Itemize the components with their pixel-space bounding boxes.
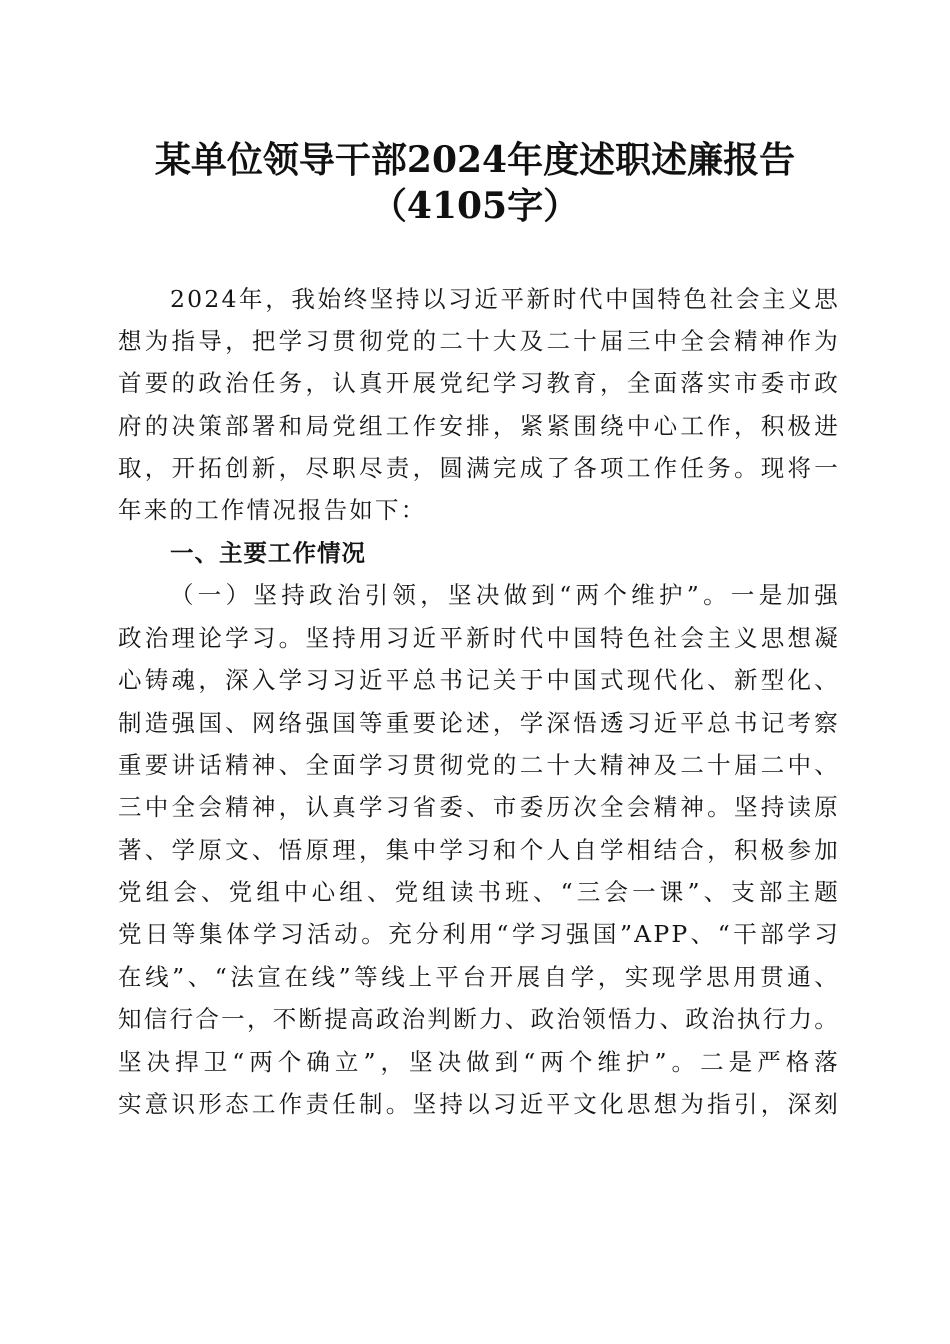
- paragraph-line: 2024年，我始终坚持以习近平新时代中国特色社会主义思: [170, 285, 840, 313]
- paragraph-line: 实意识形态工作责任制。坚持以习近平文化思想为指引，深刻: [118, 1090, 840, 1118]
- paragraph-line: 三中全会精神，认真学习省委、市委历次全会精神。坚持读原: [118, 793, 840, 821]
- paragraph-line: 政治理论学习。坚持用习近平新时代中国特色社会主义思想凝: [118, 624, 840, 652]
- paragraph-line: 制造强国、网络强国等重要论述，学深悟透习近平总书记考察: [118, 709, 840, 737]
- section-heading: 一、主要工作情况: [170, 539, 366, 567]
- paragraph-line: 在线”、“法宣在线”等线上平台开展自学，实现学思用贯通、: [118, 963, 840, 991]
- paragraph-line: 年来的工作情况报告如下：: [118, 496, 427, 524]
- paragraph-line: 府的决策部署和局党组工作安排，紧紧围绕中心工作，积极进: [118, 412, 840, 440]
- paragraph-line: 著、学原文、悟原理，集中学习和个人自学相结合，积极参加: [118, 836, 840, 864]
- paragraph-line: 首要的政治任务，认真开展党纪学习教育，全面落实市委市政: [118, 369, 840, 397]
- document-title: 某单位领导干部2024年度述职述廉报告: [154, 139, 796, 181]
- paragraph-line: 党日等集体学习活动。充分利用“学习强国”APP、“干部学习: [118, 920, 840, 948]
- paragraph-line: 重要讲话精神、全面学习贯彻党的二十大精神及二十届二中、: [118, 751, 840, 779]
- paragraph-line: 党组会、党组中心组、党组读书班、“三会一课”、支部主题: [118, 878, 840, 906]
- document-word-count: （4105字）: [370, 185, 580, 227]
- paragraph-line: （一）坚持政治引领，坚决做到“两个维护”。一是加强: [170, 581, 840, 609]
- paragraph-line: 心铸魂，深入学习习近平总书记关于中国式现代化、新型化、: [118, 666, 840, 694]
- paragraph-line: 想为指导，把学习贯彻党的二十大及二十届三中全会精神作为: [118, 327, 840, 355]
- paragraph-line: 取，开拓创新，尽职尽责，圆满完成了各项工作任务。现将一: [118, 454, 840, 482]
- paragraph-line: 知信行合一，不断提高政治判断力、政治领悟力、政治执行力。: [118, 1005, 840, 1033]
- paragraph-line: 坚决捍卫“两个确立”，坚决做到“两个维护”。二是严格落: [118, 1048, 840, 1076]
